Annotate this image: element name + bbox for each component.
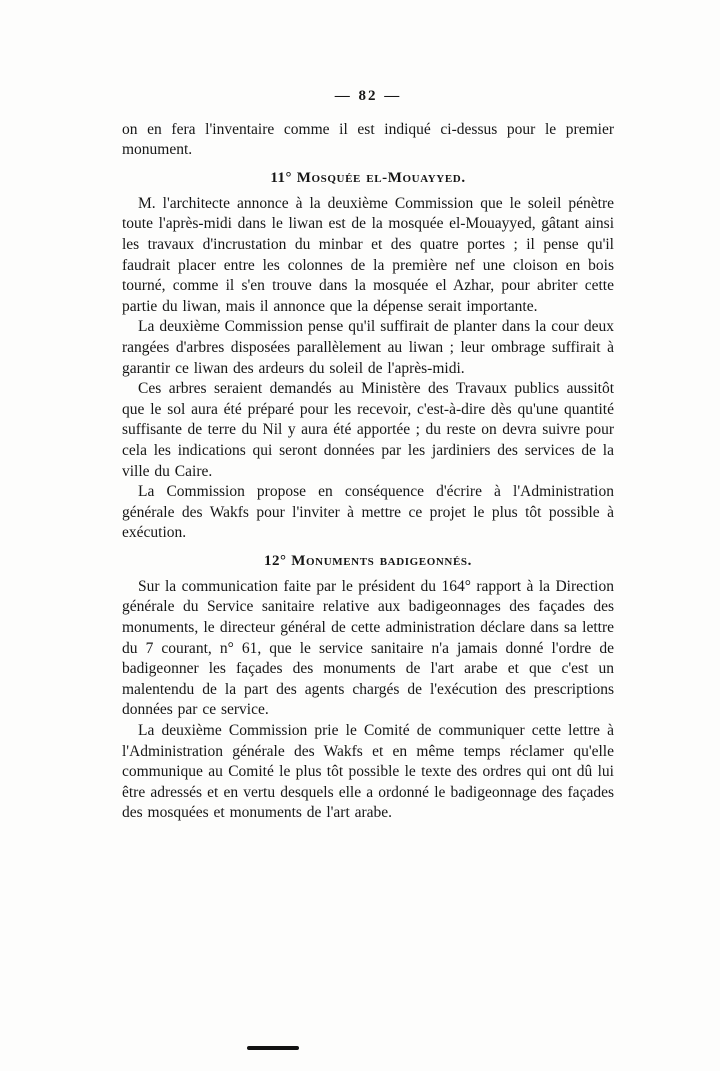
paragraph: Sur la communication faite par le président du 164° rapport à la Direction générale du Service sanitaire relative aux badigeonnages des façades des monuments, le directeur général de cette administration déclare dans sa lettre du 7 courant, n° 61, que le service sanitaire n'a jamais donné l'ordre de badigeonner les façades des monuments de l'art arabe et que c'est un malentendu de la part des agents chargés de l'exécution des prescriptions données par ce service. [122, 577, 614, 719]
page-number: — 82 — [334, 88, 402, 104]
paragraph: La Commission propose en conséquence d'écrire à l'Administration générale des Wakfs pour l'inviter à mettre ce projet le plus tôt possible à exécution. [122, 483, 614, 542]
paragraph: La deuxième Commission pense qu'il suffirait de planter dans la cour deux rangées d'arbres disposées parallèlement au liwan ; leur ombrage suffirait à garantir ce liwan des ardeurs du soleil de l'après-midi. [122, 318, 614, 377]
scan-artifact-line [247, 1046, 299, 1050]
heading-title: Monuments badigeonnés. [291, 552, 472, 569]
paragraph: M. l'architecte annonce à la deuxième Commission que le soleil pénètre toute l'après-midi dans le liwan est de la mosquée el-Mouayyed, gâtant ainsi les travaux d'incrustation du minbar et des quatre portes ; il pense qu'il faudrait placer entre les colonnes de la première nef une cloison en bois tourné, comme il s'en trouve dans la mosquée el Azhar, pour abriter cette partie du liwan, mais il annonce que la dépense serait importante. [122, 194, 614, 315]
text-column [122, 86, 614, 824]
heading-number: 11° [270, 169, 292, 186]
paragraph-continuation: on en fera l'inventaire comme il est indiqué ci-dessus pour le premier monument. [122, 120, 614, 159]
heading-title: Mosquée el-Mouayyed. [296, 169, 466, 186]
paragraph: La deuxième Commission prie le Comité de communiquer cette lettre à l'Administration générale des Wakfs et en même temps réclamer qu'elle communique au Comité le plus tôt possible le texte des ordres qui ont dû lui être adressés et en vertu desquels elle a ordonné le badigeonnage des façades des mosquées et monuments de l'art arabe. [122, 722, 614, 822]
section-heading-11 [122, 168, 614, 188]
paragraph: Ces arbres seraient demandés au Ministère des Travaux publics aussitôt que le sol aura été préparé pour les recevoir, c'est-à-dire dès qu'une quantité suffisante de terre du Nil y aura été apportée ; du reste on devra suivre pour cela les indications qui seront données par les jardiniers des services de la ville du Caire. [122, 380, 614, 480]
heading-number: 12° [264, 552, 287, 569]
section-heading-12 [122, 551, 614, 571]
